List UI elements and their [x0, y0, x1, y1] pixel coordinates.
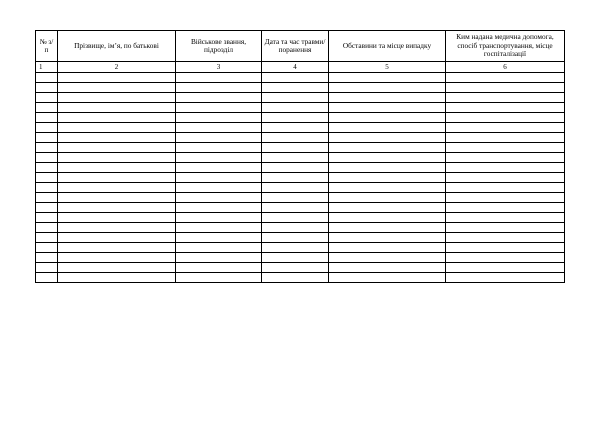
table-cell: [262, 73, 329, 83]
table-cell: [176, 73, 262, 83]
table-cell: [446, 133, 565, 143]
table-row: [36, 83, 565, 93]
table-body: [36, 73, 565, 283]
table-cell: [446, 183, 565, 193]
table-cell: [446, 113, 565, 123]
table-cell: [262, 243, 329, 253]
table-row: [36, 183, 565, 193]
header-date-time: Дата та час травми/поранення: [262, 31, 329, 62]
header-number: № з/п: [36, 31, 58, 62]
table-cell: [446, 83, 565, 93]
header-medical-aid: Ким надана медична допомога, спосіб транспортування, місце госпіталізації: [446, 31, 565, 62]
table-cell: [329, 273, 446, 283]
table-cell: [329, 93, 446, 103]
table-cell: [446, 93, 565, 103]
table-row: [36, 243, 565, 253]
table-cell: [36, 83, 58, 93]
table-cell: [262, 203, 329, 213]
table-cell: [58, 73, 176, 83]
table-cell: [262, 133, 329, 143]
table-cell: [58, 153, 176, 163]
table-cell: [329, 153, 446, 163]
table-cell: [176, 193, 262, 203]
table-cell: [176, 103, 262, 113]
table-cell: [58, 143, 176, 153]
table-cell: [58, 263, 176, 273]
table-cell: [446, 243, 565, 253]
table-cell: [58, 213, 176, 223]
table-cell: [329, 233, 446, 243]
table-cell: [446, 263, 565, 273]
table-row: [36, 103, 565, 113]
table-row: [36, 253, 565, 263]
table-cell: [36, 103, 58, 113]
injury-register-table: [35, 30, 565, 283]
table-cell: [36, 93, 58, 103]
table-cell: [446, 73, 565, 83]
table-cell: [58, 83, 176, 93]
table-cell: [446, 273, 565, 283]
column-number-6: 6: [446, 62, 565, 73]
table-cell: [58, 273, 176, 283]
table-cell: [36, 233, 58, 243]
table-cell: [329, 213, 446, 223]
table-cell: [446, 153, 565, 163]
table-cell: [36, 143, 58, 153]
table-cell: [262, 83, 329, 93]
table-cell: [58, 233, 176, 243]
table-cell: [329, 163, 446, 173]
table-cell: [58, 113, 176, 123]
table-cell: [329, 103, 446, 113]
table-cell: [36, 273, 58, 283]
table-cell: [58, 243, 176, 253]
table-cell: [329, 133, 446, 143]
table-cell: [176, 133, 262, 143]
table-cell: [36, 263, 58, 273]
table-cell: [446, 213, 565, 223]
table-row: [36, 113, 565, 123]
table-cell: [329, 123, 446, 133]
table-cell: [262, 113, 329, 123]
table-cell: [58, 163, 176, 173]
column-number-3: 3: [176, 62, 262, 73]
table-cell: [176, 243, 262, 253]
table-cell: [262, 193, 329, 203]
table-row: [36, 163, 565, 173]
table-cell: [262, 213, 329, 223]
table-cell: [176, 113, 262, 123]
table-row: [36, 123, 565, 133]
table-cell: [36, 193, 58, 203]
column-number-2: 2: [58, 62, 176, 73]
table-cell: [329, 143, 446, 153]
table-cell: [176, 143, 262, 153]
header-full-name: Прізвище, ім’я, по батькові: [58, 31, 176, 62]
table-cell: [262, 103, 329, 113]
table-cell: [262, 183, 329, 193]
table-cell: [176, 123, 262, 133]
header-circumstances: Обставини та місце випадку: [329, 31, 446, 62]
table-cell: [262, 233, 329, 243]
column-number-5: 5: [329, 62, 446, 73]
table-cell: [446, 123, 565, 133]
table-cell: [36, 243, 58, 253]
table-cell: [176, 183, 262, 193]
table-cell: [446, 143, 565, 153]
table-cell: [36, 73, 58, 83]
table-cell: [262, 173, 329, 183]
table-cell: [446, 253, 565, 263]
table-cell: [329, 243, 446, 253]
table-cell: [36, 153, 58, 163]
table-row: [36, 193, 565, 203]
table-cell: [176, 233, 262, 243]
table-cell: [446, 163, 565, 173]
header-row: [36, 31, 565, 62]
table-cell: [176, 153, 262, 163]
table-cell: [176, 223, 262, 233]
table-row: [36, 173, 565, 183]
table-cell: [58, 193, 176, 203]
table-row: [36, 153, 565, 163]
column-number-1: 1: [36, 62, 58, 73]
header-rank-unit: Військове звання, підрозділ: [176, 31, 262, 62]
table-cell: [36, 123, 58, 133]
table-cell: [262, 123, 329, 133]
table-cell: [176, 203, 262, 213]
column-number-4: 4: [262, 62, 329, 73]
table-row: [36, 273, 565, 283]
table-row: [36, 233, 565, 243]
table-cell: [329, 183, 446, 193]
table-cell: [329, 173, 446, 183]
table-cell: [58, 173, 176, 183]
table-cell: [36, 253, 58, 263]
table-cell: [446, 193, 565, 203]
table-cell: [262, 143, 329, 153]
table-cell: [176, 253, 262, 263]
table-cell: [262, 273, 329, 283]
table-cell: [36, 113, 58, 123]
table-cell: [58, 133, 176, 143]
table-cell: [262, 93, 329, 103]
table-cell: [329, 193, 446, 203]
table-cell: [58, 183, 176, 193]
table-cell: [36, 133, 58, 143]
table-cell: [58, 93, 176, 103]
table-cell: [329, 113, 446, 123]
table-row: [36, 93, 565, 103]
table-row: [36, 203, 565, 213]
table-row: [36, 73, 565, 83]
table-row: [36, 223, 565, 233]
table-cell: [176, 93, 262, 103]
table-row: [36, 213, 565, 223]
table-cell: [58, 203, 176, 213]
column-number-row: [36, 62, 565, 73]
table-cell: [329, 263, 446, 273]
table-cell: [58, 253, 176, 263]
table-cell: [36, 183, 58, 193]
table-cell: [36, 223, 58, 233]
table-cell: [176, 83, 262, 93]
table-cell: [329, 83, 446, 93]
table-cell: [446, 173, 565, 183]
table-cell: [262, 223, 329, 233]
table-cell: [262, 253, 329, 263]
table-cell: [446, 223, 565, 233]
table-cell: [58, 123, 176, 133]
table-cell: [176, 173, 262, 183]
table-cell: [262, 153, 329, 163]
table-cell: [176, 213, 262, 223]
table-cell: [329, 253, 446, 263]
table-cell: [446, 233, 565, 243]
table-row: [36, 263, 565, 273]
table-cell: [446, 103, 565, 113]
table-cell: [36, 213, 58, 223]
table-cell: [36, 203, 58, 213]
table-row: [36, 133, 565, 143]
table-cell: [262, 263, 329, 273]
table-cell: [58, 103, 176, 113]
table-cell: [176, 263, 262, 273]
table-cell: [329, 223, 446, 233]
table-cell: [36, 163, 58, 173]
table-cell: [58, 223, 176, 233]
table-cell: [329, 203, 446, 213]
table-cell: [329, 73, 446, 83]
table-row: [36, 143, 565, 153]
table-cell: [36, 173, 58, 183]
table-cell: [176, 163, 262, 173]
table-cell: [176, 273, 262, 283]
table-cell: [262, 163, 329, 173]
table-cell: [446, 203, 565, 213]
